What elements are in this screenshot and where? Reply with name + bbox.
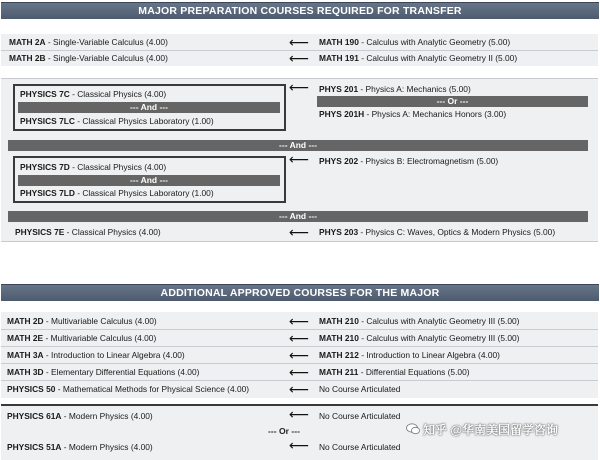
- and-separator: --- And ---: [18, 102, 280, 113]
- course-title: - Classical Physics (4.00): [64, 227, 161, 237]
- course-code: MATH 2B: [9, 53, 46, 63]
- course-left: [7, 411, 153, 422]
- course-title: - Mathematical Methods for Physical Science (4.00): [55, 384, 250, 394]
- course-left: [7, 442, 153, 453]
- articulation-arrow-icon: ⟵: [289, 313, 310, 329]
- course-code: PHYSICS 7C: [20, 89, 70, 99]
- course-title: - Calculus with Analytic Geometry (5.00): [358, 37, 511, 47]
- course-title: - Physics A: Mechanics Honors (3.00): [364, 109, 507, 119]
- watermark-text: 知乎 @华南美国留学咨询: [423, 423, 559, 437]
- major-section-header: MAJOR PREPARATION COURSES REQUIRED FOR TRANSFER: [1, 2, 599, 19]
- articulation-arrow-icon: ⟵: [289, 364, 310, 380]
- articulation-arrow-icon: ⟵: [289, 406, 310, 422]
- articulation-arrow-icon: ⟵: [289, 34, 310, 50]
- articulation-arrow-icon: ⟵: [289, 50, 310, 66]
- and-separator: --- And ---: [8, 140, 588, 151]
- articulation-arrow-icon: ⟵: [289, 437, 310, 453]
- course-left: [7, 333, 156, 344]
- course-right: [319, 367, 470, 378]
- and-separator: --- And ---: [8, 211, 588, 222]
- course-code: PHYS 203: [319, 227, 359, 237]
- course-right: [319, 109, 506, 120]
- course-title: - Classical Physics (4.00): [69, 89, 167, 99]
- course-title: - Classical Physics Laboratory (1.00): [74, 116, 214, 126]
- course-right: [319, 227, 555, 238]
- course-left: [20, 188, 214, 199]
- course-right: [319, 350, 500, 361]
- articulation-arrow-icon: ⟵: [289, 224, 310, 240]
- course-code: MATH 212: [319, 350, 359, 360]
- articulation-arrow-icon: ⟵: [289, 79, 310, 95]
- course-code: PHYSICS 7D: [20, 162, 70, 172]
- course-code: MATH 3A: [7, 350, 44, 360]
- articulation-arrow-icon: ⟵: [289, 381, 310, 397]
- row-divider: [1, 241, 598, 242]
- course-right: No Course Articulated: [319, 411, 401, 421]
- course-code: PHYSICS 61A: [7, 411, 62, 421]
- course-title: - Multivariable Calculus (4.00): [43, 333, 157, 343]
- or-separator: --- Or ---: [268, 426, 300, 436]
- course-code: MATH 3D: [7, 367, 44, 377]
- or-separator: --- Or ---: [317, 96, 588, 107]
- course-code: MATH 2E: [7, 333, 44, 343]
- course-left: [7, 384, 249, 395]
- chat-bubble-icon: [406, 423, 420, 435]
- course-code: MATH 191: [319, 53, 359, 63]
- course-right: No Course Articulated: [319, 442, 401, 452]
- course-code: MATH 2A: [9, 37, 46, 47]
- course-title: - Differential Equations (5.00): [358, 367, 470, 377]
- articulation-arrow-icon: ⟵: [289, 151, 310, 167]
- course-left: [20, 162, 166, 173]
- course-left: [7, 367, 199, 378]
- course-code: PHYSICS 7E: [15, 227, 65, 237]
- course-right: [319, 156, 498, 167]
- course-code: PHYSICS 50: [7, 384, 56, 394]
- course-title: - Calculus with Analytic Geometry III (5.00): [358, 333, 520, 343]
- course-right: [319, 333, 519, 344]
- course-title: - Introduction to Linear Algebra (4.00): [43, 350, 185, 360]
- course-code: PHYS 201: [319, 84, 359, 94]
- course-title: - Modern Physics (4.00): [61, 411, 153, 421]
- course-title: - Physics C: Waves, Optics & Modern Physics (5.00): [358, 227, 556, 237]
- course-left: [9, 53, 168, 64]
- course-title: No Course Articulated: [319, 384, 401, 394]
- course-code: PHYSICS 51A: [7, 442, 62, 452]
- and-separator: --- And ---: [18, 175, 280, 186]
- course-code: PHYSICS 7LD: [20, 188, 75, 198]
- course-code: MATH 210: [319, 316, 359, 326]
- course-code: PHYS 201H: [319, 109, 365, 119]
- course-title: - Multivariable Calculus (4.00): [43, 316, 157, 326]
- course-title: - Physics A: Mechanics (5.00): [358, 84, 471, 94]
- course-title: - Modern Physics (4.00): [61, 442, 153, 452]
- course-title: - Calculus with Analytic Geometry II (5.00): [358, 53, 518, 63]
- course-title: - Single-Variable Calculus (4.00): [45, 37, 168, 47]
- course-title: - Classical Physics Laboratory (1.00): [74, 188, 214, 198]
- course-code: MATH 211: [319, 367, 359, 377]
- course-left: [20, 89, 166, 100]
- course-right: [319, 84, 471, 95]
- course-left: [20, 116, 214, 127]
- course-right: [319, 53, 517, 64]
- additional-section-header: ADDITIONAL APPROVED COURSES FOR THE MAJOR: [1, 284, 599, 301]
- course-right: [319, 316, 519, 327]
- course-code: MATH 190: [319, 37, 359, 47]
- articulation-arrow-icon: ⟵: [289, 347, 310, 363]
- course-title: - Elementary Differential Equations (4.00): [43, 367, 200, 377]
- course-right: [319, 384, 400, 395]
- course-right: [319, 37, 510, 48]
- course-left: [7, 350, 185, 361]
- course-code: PHYSICS 7LC: [20, 116, 75, 126]
- course-left: [9, 37, 168, 48]
- course-left: [15, 227, 161, 238]
- course-code: MATH 2D: [7, 316, 44, 326]
- course-title: - Single-Variable Calculus (4.00): [45, 53, 168, 63]
- course-title: - Classical Physics (4.00): [69, 162, 167, 172]
- course-title: - Calculus with Analytic Geometry III (5.00): [358, 316, 520, 326]
- course-left: [7, 316, 157, 327]
- articulation-arrow-icon: ⟵: [289, 330, 310, 346]
- course-title: - Physics B: Electromagnetism (5.00): [358, 156, 499, 166]
- course-code: PHYS 202: [319, 156, 359, 166]
- course-code: MATH 210: [319, 333, 359, 343]
- course-title: - Introduction to Linear Algebra (4.00): [358, 350, 500, 360]
